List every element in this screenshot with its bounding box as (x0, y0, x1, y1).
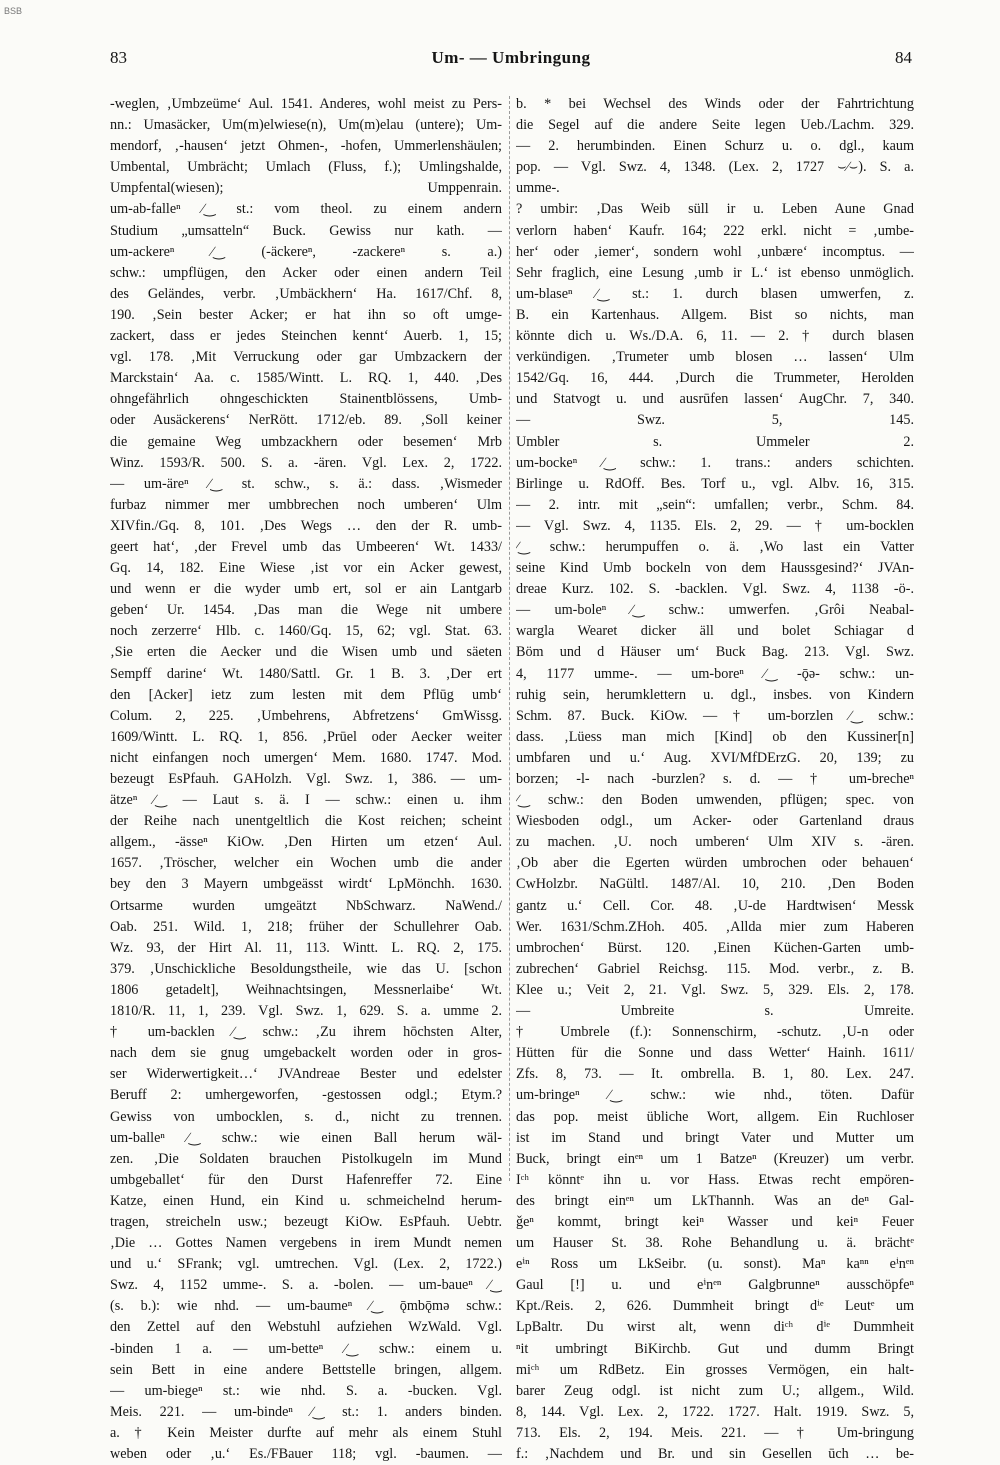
text-line: ⁿit umbringt BiKirchb. Gut und dumm Bringt (516, 1340, 914, 1357)
text-line: 1542/Gq. 16, 444. ‚Durch die Trummeter, Herolden (516, 370, 914, 387)
text-line: Buck, bringt einᵉⁿ um 1 Batzeⁿ (Kreuzer) um verbr. (516, 1150, 914, 1167)
text-line: 4, 1177 umme-. — um-boreⁿ ∕‿ -ǭə- schw.: un- (516, 665, 914, 682)
text-line: (s. b.): wie nhd. — um-baumeⁿ ∕‿ ǭmbǭmə schw.: (110, 1298, 502, 1315)
text-line: ‚Sie erten die Aecker und die Wisen umb und säeten (110, 644, 502, 661)
text-line: nn.: Umasäcker, Um(m)elwiese(n), Um(m)elau (untere); Um- (110, 117, 502, 134)
text-line: noch zerzerre‘ Hlb. c. 1460/Gq. 15, 62; vgl. Stat. 63. (110, 623, 502, 640)
text-line: nach dem sie gnug umgebackelt worden oder in gros- (110, 1045, 502, 1062)
text-line: Hütten für die Sonne und dass Wetter‘ Hainh. 1611/ (516, 1045, 914, 1062)
text-line: b. * bei Wechsel des Winds oder der Fahrtrichtung (516, 96, 914, 112)
text-line: den Zettel auf den Webstuhl aufziehen WzWald. Vgl. (110, 1319, 502, 1336)
text-line: Gq. 14, 182. Eine Wiese ‚ist vor ein Acker gewest, (110, 560, 502, 577)
text-line: bezeugt EsPfauh. GAHolzh. Vgl. Swz. 1, 386. — um- (110, 771, 502, 787)
text-line: geert hat‘, ‚der Frevel umb das Umbeeren‘ Wt. 1433/ (110, 538, 502, 555)
text-line: tragen, streicheln usw.; bezeugt KiOw. EsPfauh. Uebtr. (110, 1213, 502, 1230)
text-line: — um-boleⁿ ∕‿ schw.: umwerfen. ‚Grôi Neabal- (516, 602, 914, 619)
text-line: 379. ‚Unschickliche Besoldungstheile, wie das U. [schon (110, 960, 502, 977)
text-line: verlorn haben‘ Kaufr. 164; 222 erkl. nicht = ‚umbe- (516, 222, 914, 239)
text-line: zackert, dass er jedes Steinchen kennt‘ Auerb. 1, 15; (110, 328, 502, 345)
text-line: des bringt einᵉⁿ um LkThannh. Was an deⁿ Gal- (516, 1192, 914, 1209)
text-line: umbgeballet‘ für den Durst Hafenreffer 72. Eine (110, 1171, 502, 1188)
text-line: dass. ‚Lüess man mich [Kind] ob den Kussiner[n] (516, 728, 914, 745)
text-line: Wz. 93, der Hirt Al. 11, 113. Wintt. L. RQ. 2, 175. (110, 939, 502, 956)
text-line: und Statvogt u. und ausrūfen lassen‘ AugChr. 7, 340. (516, 391, 914, 408)
text-line: um-ab-falleⁿ ∕‿ st.: vom theol. zu einem andern (110, 201, 502, 218)
text-line: -weglen, ‚Umbzeüme‘ Aul. 1541. Anderes, wohl meist zu Pers- (110, 96, 502, 112)
text-line: wargla Wearet dicker äll und bolet Schiagar d (516, 623, 914, 640)
text-line: Schm. 87. Buck. KiOw. — † um-borzlen ∕‿ schw.: (516, 707, 914, 724)
text-line: um-ackereⁿ ∕‿ (-äckereⁿ, -zackereⁿ s. a.) (110, 243, 502, 260)
text-line: Gewiss von umbocklen, s. d., nicht zu trennen. (110, 1108, 502, 1125)
text-line: Studium „umsatteln“ Buck. Gewiss nur kath. — (110, 222, 502, 239)
text-line: pop. — Vgl. Swz. 4, 1348. (Lex. 2, 1727 ⌣∕⌣). S. a. (516, 159, 914, 176)
text-line: 1657. ‚Tröscher, welcher ein Wochen umb die ander (110, 855, 502, 872)
text-line: ätzeⁿ ∕‿ — Laut s. ä. I — schw.: einen u. ihm (110, 792, 502, 809)
text-line: borzen; -l- nach -burzlen? s. d. — † um-brecheⁿ (516, 771, 914, 787)
page-number-right: 84 (895, 48, 912, 67)
text-line: könnte dich u. Ws./D.A. 6, 11. — 2. † durch blasen (516, 328, 914, 345)
text-line: B. ein Kartenhaus. Allgem. Bist so nichts, man (516, 306, 914, 323)
text-line: — Swz. 5, 145. (516, 412, 914, 429)
text-line: um-blaseⁿ ∕‿ st.: 1. durch blasen umwerfen, z. (516, 285, 914, 302)
text-line: die gemaine Weg umbzackhern oder besemen‘ Mrb (110, 433, 502, 450)
text-line: 713. Els. 2, 194. Meis. 221. — † Um-bringung (516, 1424, 914, 1441)
library-stamp: BSB (4, 6, 23, 16)
text-line: — Umbreite s. Umreite. (516, 1003, 914, 1020)
text-line: die Segel auf die andere Seite legen Ueb./Lachm. 329. (516, 117, 914, 134)
text-line: 1806 getadelt], Weihnachtsingen, Messnerlaibe‘ Wt. (110, 981, 502, 998)
text-line: schw.: umpflügen, den Acker oder einen andern Teil (110, 264, 502, 281)
text-line: Sehr fraglich, eine Lesung ‚umb ir L.‘ ist ebenso unmöglich. (516, 264, 914, 281)
page-header (110, 48, 912, 74)
text-line: Colum. 2, 225. ‚Umbehrens, Abfretzens‘ GmWissg. (110, 707, 502, 724)
text-line: XIVfin./Gq. 8, 101. ‚Des Wegs … den der R. umb- (110, 517, 502, 534)
text-line: bey den 3 Mayern umbgeässt wirdt‘ LpMönchh. 1630. (110, 876, 502, 893)
text-line: ist im Stand und bringt Vater und Mutter um (516, 1129, 914, 1146)
text-line: miᶜʰ um RdBetz. Ein grosses Vermögen, ein halt- (516, 1361, 914, 1378)
text-line: 190. ‚Sein bester Acker; er hat ihn so oft umge- (110, 306, 502, 323)
text-line: und u.‘ SFrank; vgl. umtrechen. Vgl. (Lex. 2, 1722.) (110, 1256, 502, 1273)
text-line: des Geländes, verbr. ‚Umbäckhern‘ Ha. 1617/Chf. 8, (110, 285, 502, 302)
text-line: — um-biegeⁿ st.: wie nhd. S. a. -bucken. Vgl. (110, 1382, 502, 1399)
text-line: ruhig sein, herumklettern u. dgl., insbes. von Kindern (516, 686, 914, 703)
text-line: eⁱⁿ Ross um LkSeibr. (u. sonst). Maⁿ kaⁿⁿ eⁱnᵉⁿ (516, 1256, 914, 1273)
text-line: umbfaren und u.‘ Aug. XVI/MfDErzG. 20, 139; zu (516, 749, 914, 766)
text-line: seine Kind Umb bockeln von dem Haussgesind?‘ JVAn- (516, 560, 914, 577)
left-column (110, 94, 502, 1465)
text-line: Böm und d Häuser um‘ Buck Bag. 213. Vgl. Swz. (516, 644, 914, 661)
text-line: dreae Kurz. 102. S. -backlen. Vgl. Swz. 4, 1138 -ö-. (516, 581, 914, 598)
text-line: ‚Ob aber die Egerten würden umbrochen oder behauen‘ (516, 855, 914, 872)
text-line: Meis. 221. — um-bindeⁿ ∕‿ st.: 1. anders binden. (110, 1403, 502, 1420)
text-line: Umbler s. Ummeler 2. (516, 433, 914, 450)
text-line: Ortsarme wurden umgeätzt NbSchwarz. NaWend./ (110, 897, 502, 914)
text-line: Birlinge u. RdOff. Bes. Torf u., vgl. Albv. 16, 315. (516, 475, 914, 492)
text-line: 1609/Wintt. L. RQ. 1, 856. ‚Prūel oder Aecker weiter (110, 728, 502, 745)
text-line: Oab. 251. Wild. 1, 218; früher der Schullehrer Oab. (110, 918, 502, 935)
text-line: furbaz nimmer mer umbbrechen noch umberen‘ Ulm (110, 496, 502, 513)
text-line: Iᶜʰ könntᵉ ihn u. vor Hass. Etwas recht empören- (516, 1171, 914, 1188)
text-line: Umpfental(wiesen); Umppenrain. (110, 180, 502, 197)
text-line: um Hauser St. 38. Rohe Behandlung u. ä. brächtᵉ (516, 1235, 914, 1252)
text-line: oder Ausäckerens‘ NerRött. 1712/eb. 89. ‚Soll keiner (110, 412, 502, 429)
text-line: — 2. intr. mit „sein“: umfallen; verbr., Schm. 84. (516, 496, 914, 513)
text-line: Marckstain‘ Aa. c. 1585/Wintt. L. RQ. 1, 440. ‚Des (110, 370, 502, 387)
running-title: Um- — Umbringung (431, 48, 591, 67)
text-line: sein Bett in eine andere Bettstelle bringen, allgem. (110, 1361, 502, 1378)
text-line: LpBaltr. Du wirst alt, wenn diᶜʰ dⁱᵉ Dummheit (516, 1319, 914, 1336)
text-line: CwHolzbr. NaGültl. 1487/Al. 10, 210. ‚Den Boden (516, 876, 914, 893)
text-line: — Vgl. Swz. 4, 1135. Els. 2, 29. — † um-bocklen (516, 517, 914, 534)
text-line: † um-backlen ∕‿ schw.: ‚Zu ihrem hōchsten Alter, (110, 1024, 502, 1041)
text-line: her‘ oder ‚iemer‘, sondern wohl ‚unbære‘ incomptus. — (516, 243, 914, 260)
text-line: der Reihe nach unentgeltlich die Kost reichen; scheint (110, 813, 502, 830)
text-line: Beruff 2: umhergeworfen, -gestossen odgl.; Etym.? (110, 1087, 502, 1104)
text-line: mendorf, ‚-hausen‘ jetzt Ohmen-, -hofen, Ummerlenshäulen; (110, 138, 502, 155)
text-line: vgl. 178. ‚Mit Verruckung oder gar Umbzackern der (110, 349, 502, 366)
text-line: f.: ‚Nachdem und Br. und sin Gesellen ūch … be- (516, 1446, 914, 1462)
text-line: gantz u.‘ Cell. Cor. 48. ‚U-de Hardtwisen‘ Messk (516, 897, 914, 914)
text-line: Sempff darine‘ Wt. 1480/Sattl. Gr. 1 B. 3. ‚Der ert (110, 665, 502, 682)
text-line: Wiesboden odgl., um Acker- oder Gartenland draus (516, 813, 914, 830)
text-line: ser Widerwertigkeit…‘ JVAndreae Bester und edelster (110, 1066, 502, 1083)
text-line: Wer. 1631/Schm.ZHoh. 405. ‚Allda mier zum Haberen (516, 918, 914, 935)
text-line: ∕‿ schw.: den Boden umwenden, pflügen; spec. von (516, 792, 914, 809)
text-line: Katze, einen Hund, ein Kind u. schmeichelnd herum- (110, 1192, 502, 1209)
text-line: Kpt./Reis. 2, 626. Dummheit bringt dⁱᵉ Leutᵉ um (516, 1298, 914, 1315)
text-line: a. † Kein Meister durfte auf mehr als einem Stuhl (110, 1424, 502, 1441)
text-line: Winz. 1593/R. 500. S. a. -ären. Vgl. Lex. 2, 1722. (110, 454, 502, 471)
text-line: das pop. meist übliche Wort, allgem. Ein Ruchloser (516, 1108, 914, 1125)
text-line: nicht einfangen noch umergen‘ Mem. 1680. 1747. Mod. (110, 749, 502, 766)
text-line: — 2. herumbinden. Einen Schurz u. o. dgl., kaum (516, 138, 914, 155)
text-line: Swz. 4, 1152 umme-. S. a. -bolen. — um-baueⁿ ∕‿ (110, 1277, 502, 1294)
text-line: zen. ‚Die Soldaten brauchen Pistolkugeln im Mund (110, 1150, 502, 1167)
text-line: um-bringeⁿ ∕‿ schw.: wie nhd., töten. Dafür (516, 1087, 914, 1104)
text-line: umbrochen‘ Bürst. 120. ‚Einen Küchen-Garten umb- (516, 939, 914, 956)
text-line: ‚Die … Gottes Namen vergebens in irem Mundt nemen (110, 1235, 502, 1252)
text-line: verkündigen. ‚Trumeter umb blosen … lassen‘ Ulm (516, 349, 914, 366)
text-line: Umbental, Umbrächt; Umlach (Fluss, f.); Umlingshalde, (110, 159, 502, 176)
text-line: 1810/R. 11, 1, 239. Vgl. Swz. 1, 629. S. a. umme 2. (110, 1003, 502, 1020)
text-line: Klee u.; Veit 2, 21. Vgl. Swz. 5, 329. Els. 2, 178. (516, 981, 914, 998)
text-line: ∕‿ schw.: herumpuffen o. ä. ‚Wo last ein Vatter (516, 538, 914, 555)
text-line: den [Acker] ietz zum lesten mit dem Pflūg umb‘ (110, 686, 502, 703)
text-line: ? umbir: ‚Das Weib süll ir u. Leben Aune Gnad (516, 201, 914, 218)
text-line: † Umbrele (f.): Sonnenschirm, -schutz. ‚U-n oder (516, 1024, 914, 1041)
text-line: und wenn er die wyder umb ert, sol er ain Lantgarb (110, 581, 502, 598)
right-column (516, 94, 914, 1465)
text-line: geben‘ Ur. 1454. ‚Das man die Wege nit umbere (110, 602, 502, 619)
text-line: umme-. (516, 180, 560, 197)
text-line: Zfs. 8, 73. — It. ombrella. B. 1, 80. Lex. 247. (516, 1066, 914, 1083)
text-line: zu machen. ‚U. noch umberen‘ Ulm XIV s. -ären. (516, 834, 914, 851)
column-divider (509, 96, 510, 1181)
page-number-left: 83 (110, 48, 127, 67)
text-line: weben oder ‚u.‘ Es./FBauer 118; vgl. -baumen. — (110, 1446, 502, 1462)
text-line: Gaul [!] u. und eⁱnᵉⁿ Galgbrunneⁿ ausschöpfeⁿ (516, 1277, 914, 1294)
text-line: allgem., -ässeⁿ KiOw. ‚Den Hirten um etzen‘ Aul. (110, 834, 502, 851)
text-line: ǧeⁿ kommt, bringt keiⁿ Wasser und keiⁿ Feuer (516, 1213, 914, 1230)
text-line: zubrechen‘ Gabriel Reichsg. 115. Mod. verbr., z. B. (516, 960, 914, 977)
text-line: barer Zeug odgl. ist nicht zum U.; allgem., Wild. (516, 1382, 914, 1399)
text-line: 8, 144. Vgl. Lex. 2, 1722. 1727. Halt. 1919. Swz. 5, (516, 1403, 914, 1420)
text-line: -binden 1 a. — um-betteⁿ ∕‿ schw.: einem u. (110, 1340, 502, 1357)
text-line: ohngefährlich ohngeschickten Stainentblössens, Umb- (110, 391, 502, 408)
text-line: um-bockeⁿ ∕‿ schw.: 1. trans.: anders schichten. (516, 454, 914, 471)
text-line: — um-äreⁿ ∕‿ st. schw., s. ä.: dass. ‚Wismeder (110, 475, 502, 492)
text-line: um-balleⁿ ∕‿ schw.: wie einen Ball herum wäl- (110, 1129, 502, 1146)
